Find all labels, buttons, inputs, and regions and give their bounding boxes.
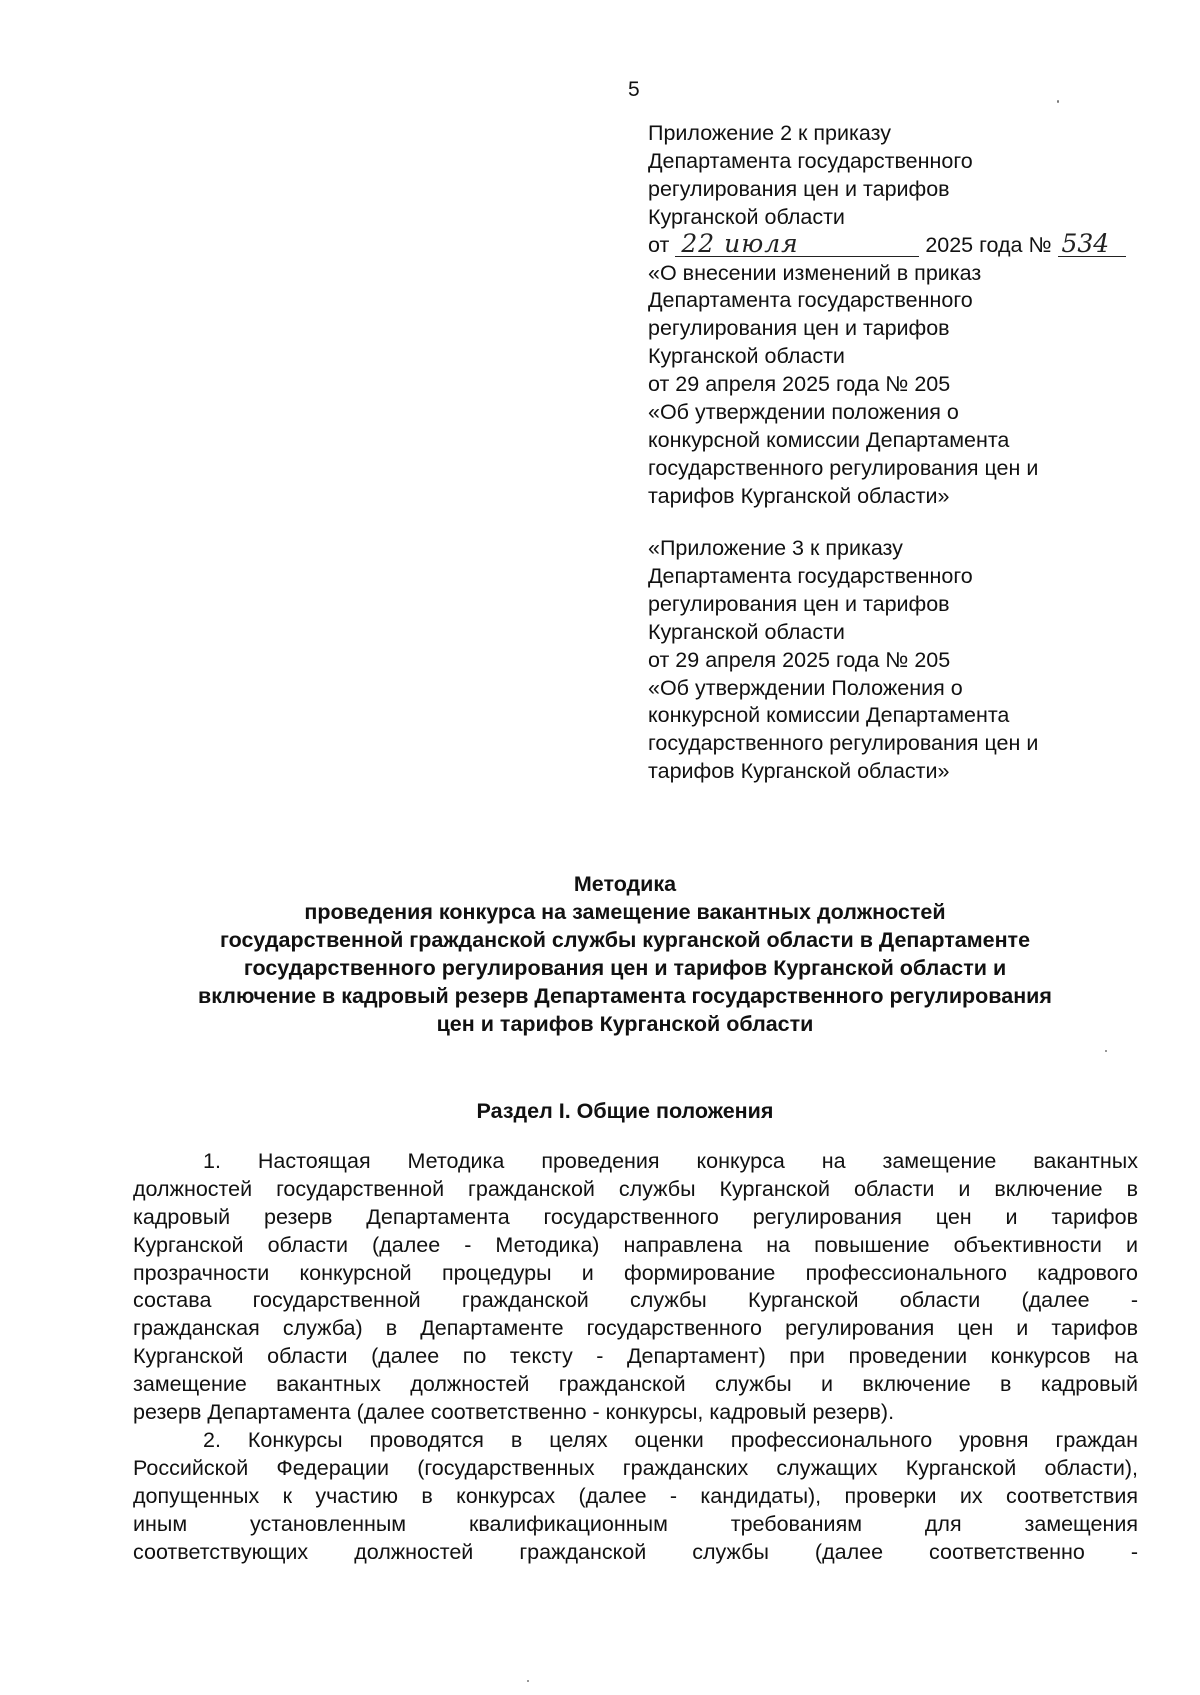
- appendix-line: регулирования цен и тарифов: [648, 176, 950, 201]
- appendix-line: Департамента государственного: [648, 148, 973, 173]
- scan-speck: [1057, 100, 1059, 103]
- appendix-line: конкурсной комиссии Департамента: [648, 703, 1010, 728]
- appendix-line: Курганской области: [648, 204, 845, 229]
- title-line: государственной гражданской службы курганской области в Департаменте: [219, 928, 1031, 952]
- appendix-line: Курганской области: [648, 619, 845, 644]
- paragraph-1: [133, 1148, 1138, 1427]
- paragraph-line: резерв Департамента (далее соответственно - конкурсы, кадровый резерв).: [133, 1400, 895, 1425]
- section-heading: Раздел I. Общие положения: [476, 1099, 774, 1123]
- paragraph-line: замещение вакантных должностей гражданской службы и включение в кадровый: [133, 1372, 1138, 1397]
- appendix-line: Курганской области: [648, 344, 845, 369]
- handwritten-order-number: 534: [1058, 232, 1126, 257]
- appendix-3-header: [648, 535, 1038, 786]
- paragraph-line: Курганской области (далее по тексту - Департамент) при проведении конкурсов на: [133, 1344, 1138, 1369]
- title-line: проведения конкурса на замещение вакантных должностей: [304, 900, 946, 924]
- appendix-line: «Об утверждении положения о: [648, 400, 959, 425]
- paragraph-line: Курганской области (далее - Методика) направлена на повышение объективности и: [133, 1232, 1138, 1257]
- handwritten-date: 22 июля: [675, 232, 919, 257]
- paragraph-line: прозрачности конкурсной процедуры и формирование профессионального кадрового: [133, 1260, 1138, 1285]
- paragraph-line: состава государственной гражданской службы Курганской области (далее -: [133, 1288, 1138, 1313]
- appendix-line: от 29 апреля 2025 года № 205: [648, 372, 951, 397]
- appendix-line: тарифов Курганской области»: [648, 483, 950, 508]
- paragraph-line: гражданская служба) в Департаменте государственного регулирования цен и тарифов: [133, 1316, 1138, 1341]
- appendix-line: «О внесении изменений в приказ: [648, 260, 982, 285]
- paragraph-line: иным установленным квалификационным требованиям для замещения: [133, 1511, 1138, 1536]
- title-line: Методика: [573, 872, 677, 896]
- appendix-line: конкурсной комиссии Департамента: [648, 427, 1010, 452]
- appendix-line: от 29 апреля 2025 года № 205: [648, 647, 951, 672]
- paragraph-line: 1. Настоящая Методика проведения конкурса на замещение вакантных: [203, 1149, 1138, 1173]
- appendix-2-header: [648, 120, 1126, 511]
- document-title: [125, 870, 1125, 1038]
- paragraph-line: допущенных к участию в конкурсах (далее - кандидаты), проверки их соответствия: [133, 1483, 1138, 1508]
- paragraph-line: должностей государственной гражданской службы Курганской области и включение в: [133, 1176, 1138, 1201]
- appendix-line: регулирования цен и тарифов: [648, 316, 950, 341]
- appendix-line: государственного регулирования цен и: [648, 455, 1039, 480]
- page-number: 5: [628, 78, 640, 101]
- order-date-line: [648, 228, 1126, 260]
- date-middle: 2025 года №: [925, 232, 1052, 257]
- paragraph-line: 2. Конкурсы проводятся в целях оценки профессионального уровня граждан: [203, 1428, 1138, 1452]
- paragraph-line: кадровый резерв Департамента государственного регулирования цен и тарифов: [133, 1204, 1138, 1229]
- appendix-line: Департамента государственного: [648, 288, 973, 313]
- appendix-line: «Приложение 3 к приказу: [648, 536, 903, 560]
- paragraph-line: соответствующих должностей гражданской службы (далее соответственно -: [133, 1539, 1138, 1564]
- paragraph-2: [133, 1427, 1138, 1566]
- appendix-line: тарифов Курганской области»: [648, 759, 950, 784]
- date-prefix: от: [648, 232, 670, 257]
- appendix-line: государственного регулирования цен и: [648, 731, 1039, 756]
- appendix-line: Департамента государственного: [648, 563, 973, 588]
- scan-speck: [1105, 1050, 1107, 1052]
- appendix-line: «Об утверждении Положения о: [648, 675, 963, 700]
- appendix-line: Приложение 2 к приказу: [648, 121, 891, 145]
- appendix-line: регулирования цен и тарифов: [648, 591, 950, 616]
- paragraph-line: Российской Федерации (государственных гражданских служащих Курганской области),: [133, 1455, 1138, 1480]
- title-line: включение в кадровый резерв Департамента государственного регулирования: [198, 984, 1052, 1008]
- title-line: цен и тарифов Курганской области: [436, 1012, 814, 1036]
- title-line: государственного регулирования цен и тарифов Курганской области и: [243, 956, 1007, 980]
- scan-speck: [527, 1680, 529, 1682]
